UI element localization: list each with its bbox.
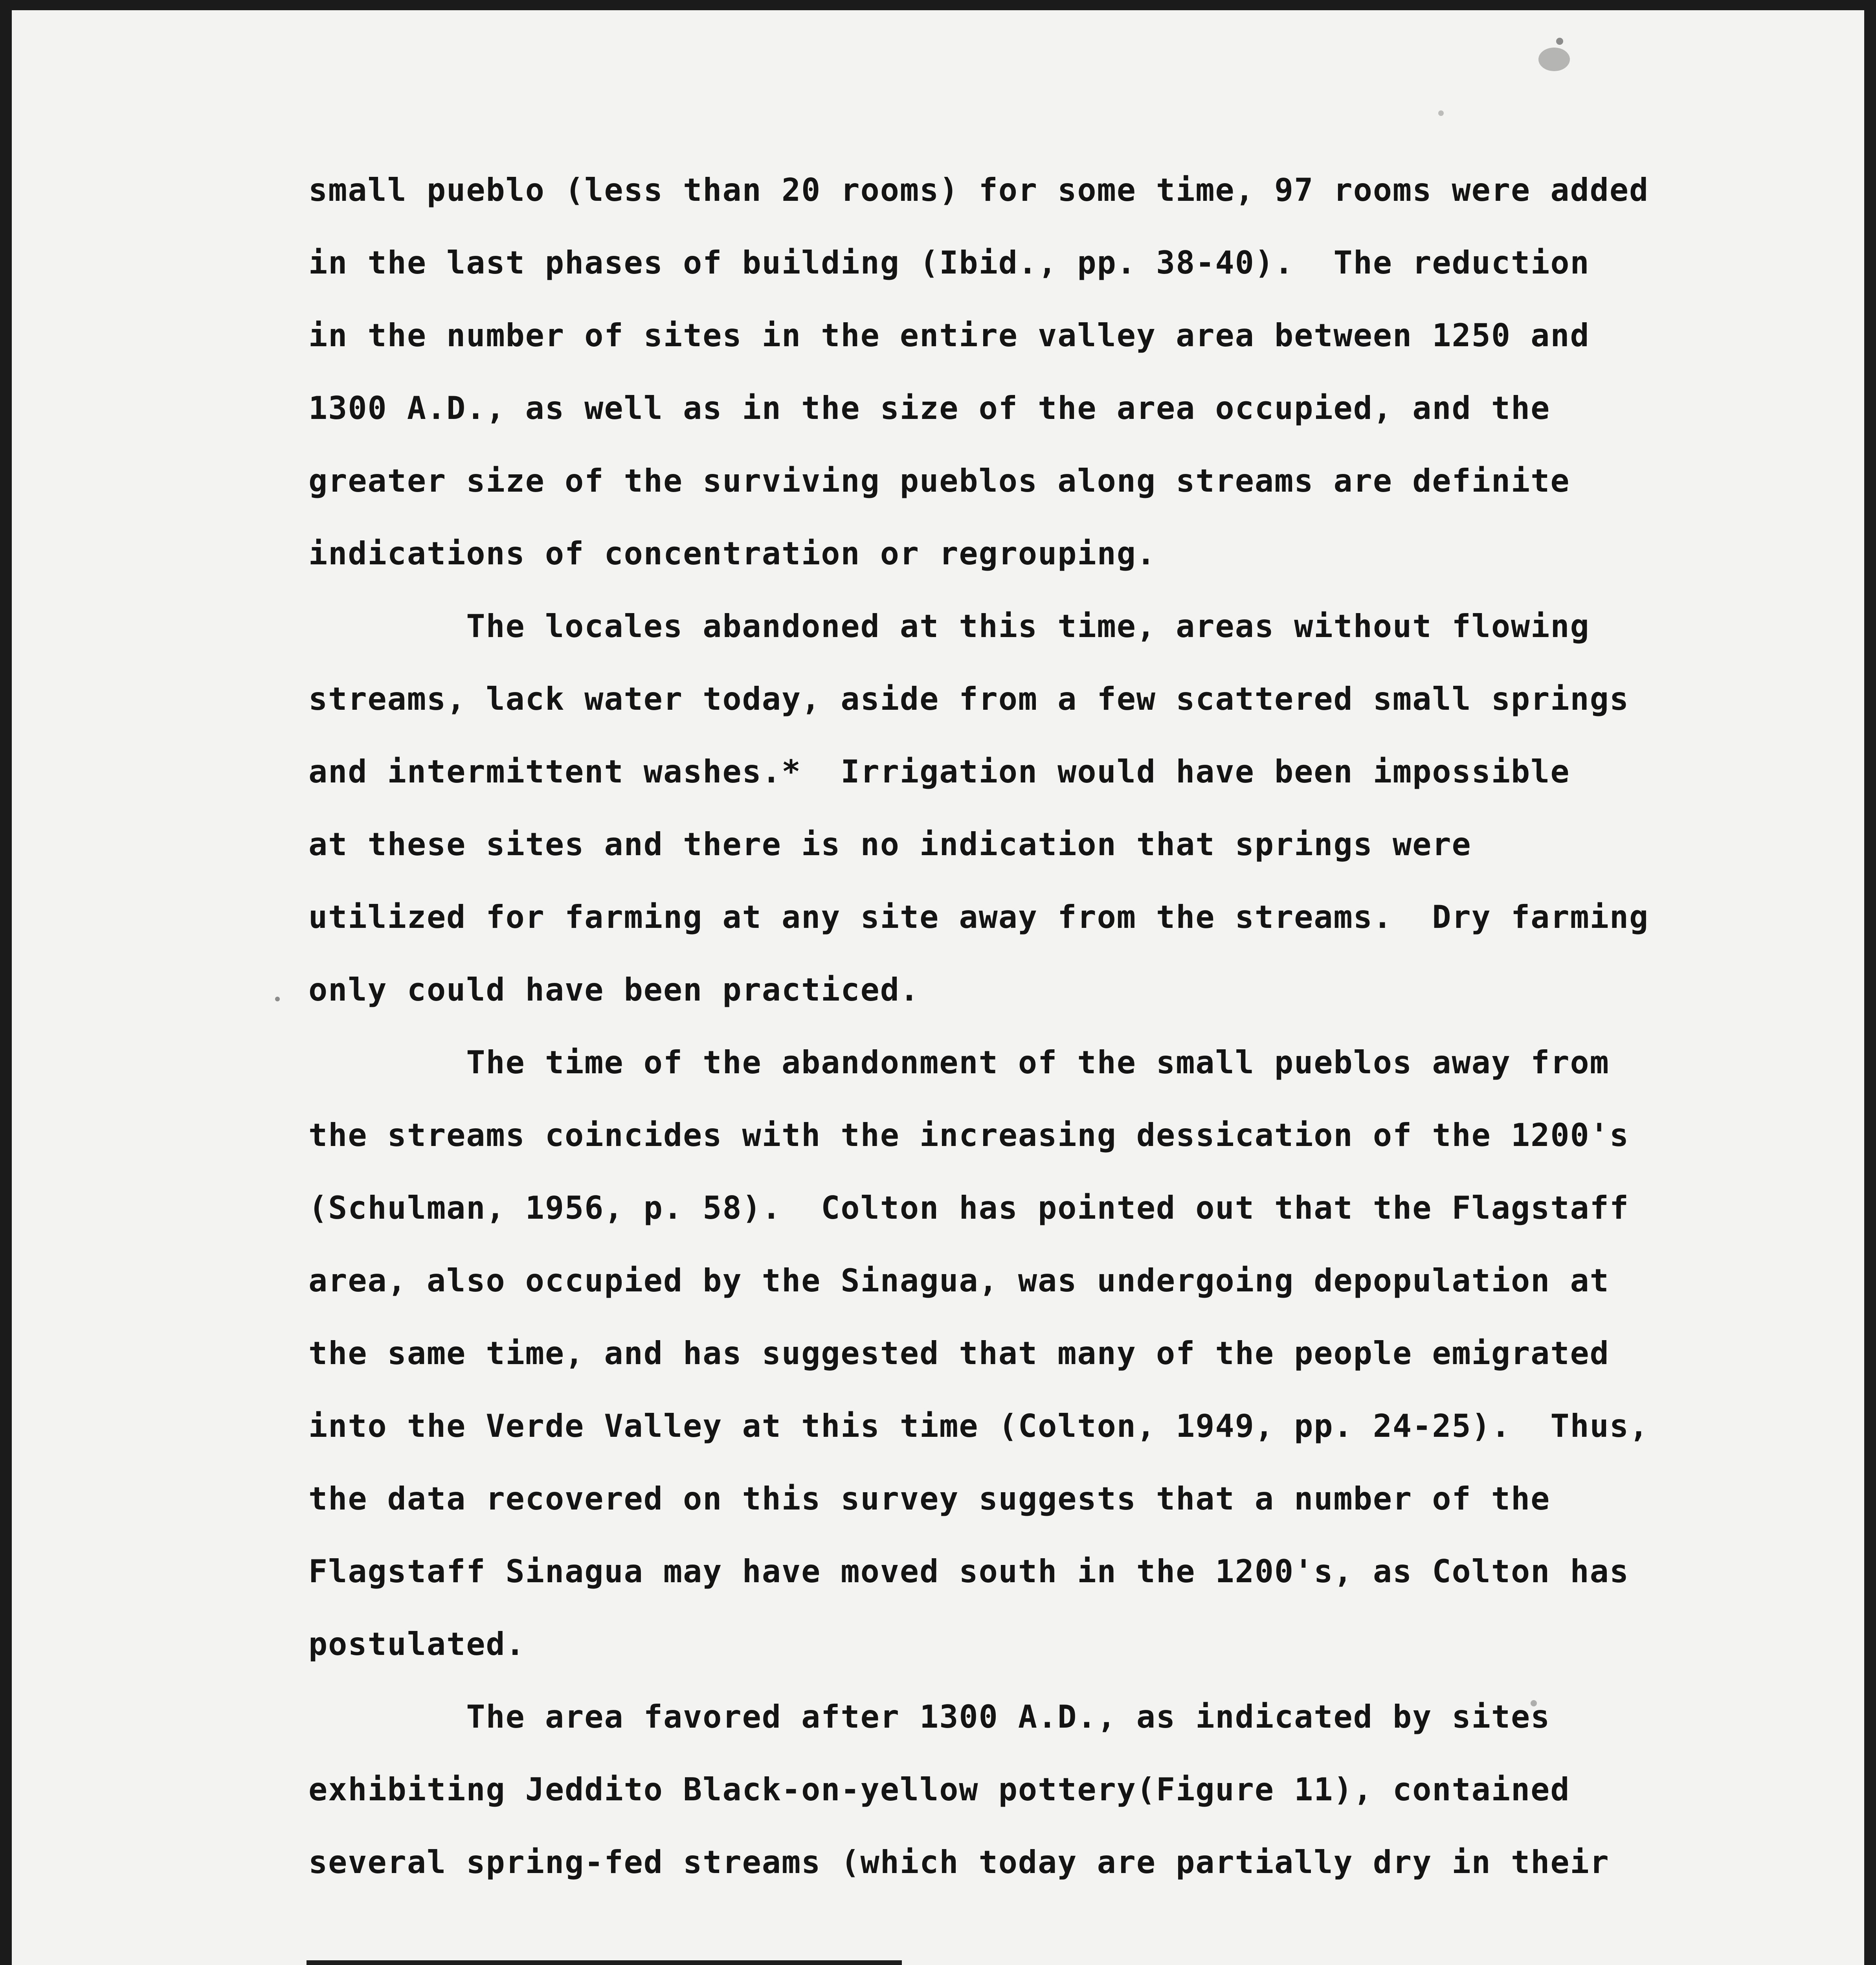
text-line: postulated. [308, 1626, 525, 1662]
text-line: and intermittent washes.* Irrigation would have been impossible [308, 753, 1570, 790]
text-line: The locales abandoned at this time, areas without flowing [308, 608, 1590, 645]
text-line: (Schulman, 1956, p. 58). Colton has pointed out that the Flagstaff [308, 1190, 1629, 1226]
text-line: only could have been practiced. [308, 971, 920, 1008]
text-line: streams, lack water today, aside from a few scattered small springs [308, 681, 1629, 717]
footnote-separator [307, 1960, 902, 1965]
text-line: The time of the abandonment of the small pueblos away from [308, 1044, 1610, 1081]
text-line: the same time, and has suggested that many of the people emigrated [308, 1335, 1610, 1372]
text-line: in the number of sites in the entire valley area between 1250 and [308, 317, 1590, 354]
text-line: the data recovered on this survey suggests that a number of the [308, 1480, 1551, 1517]
page-content [12, 10, 1864, 1965]
text-line: utilized for farming at any site away from the streams. Dry farming [308, 899, 1649, 935]
text-line: indications of concentration or regrouping. [308, 535, 1156, 572]
text-line: at these sites and there is no indication that springs were [308, 826, 1472, 863]
text-line: into the Verde Valley at this time (Colton, 1949, pp. 24-25). Thus, [308, 1408, 1649, 1444]
text-line: The area favored after 1300 A.D., as indicated by sites [308, 1699, 1551, 1735]
text-line: exhibiting Jeddito Black-on-yellow pottery(Figure 11), contained [308, 1771, 1570, 1808]
text-line: 1300 A.D., as well as in the size of the area occupied, and the [308, 390, 1551, 426]
text-line: in the last phases of building (Ibid., pp. 38-40). The reduction [308, 244, 1590, 281]
text-line: greater size of the surviving pueblos along streams are definite [308, 463, 1570, 499]
text-line: Flagstaff Sinagua may have moved south in the 1200's, as Colton has [308, 1553, 1629, 1590]
document-page [12, 10, 1864, 1965]
text-line: the streams coincides with the increasing dessication of the 1200's [308, 1117, 1629, 1153]
text-line: small pueblo (less than 20 rooms) for some time, 97 rooms were added [308, 172, 1649, 208]
text-line: several spring-fed streams (which today are partially dry in their [308, 1844, 1610, 1881]
text-line: area, also occupied by the Sinagua, was undergoing depopulation at [308, 1262, 1610, 1299]
